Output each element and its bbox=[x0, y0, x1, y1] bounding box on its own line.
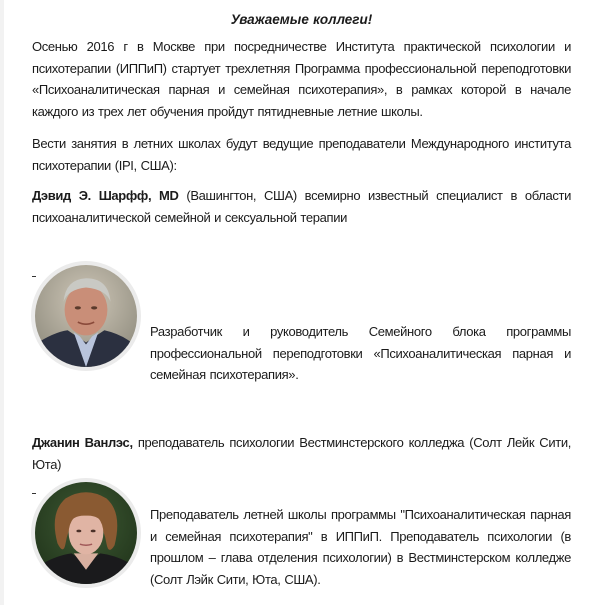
portrait-woman-icon bbox=[35, 482, 137, 584]
intro-paragraph: Осенью 2016 г в Москве при посредничестве Института практической психологии и психотерапии (ИППиП) стартует трехлетняя Программа профессиональной переподготовки «Психоаналитическая парная и семейная психотерапия», в рамках которой в начале каждого из трех лет обучения пройдут пятидневные летние школы. bbox=[32, 39, 571, 120]
teacher-1-name: Дэвид Э. Шарфф, MD bbox=[32, 188, 179, 203]
separator-dash bbox=[32, 276, 36, 277]
portrait-man-icon bbox=[35, 265, 137, 367]
teacher-2-bio: Преподаватель летней школы программы "Психоаналитическая парная и семейная психотерапия" в ИППиП. Преподаватель психологии (в прошлом – глава отделения психологии) в Вестминстерском колледже (Солт Лэйк Сити, Юта, США). bbox=[150, 507, 571, 588]
page-title: Уважаемые коллеги! bbox=[230, 12, 373, 27]
teacher-1-bio: Разработчик и руководитель Семейного блока программы профессиональной переподготовки «Психоаналитическая парная и семейная психотерапия». bbox=[150, 324, 571, 383]
teacher-1-photo bbox=[31, 261, 141, 371]
teacher-2-bio-block bbox=[150, 504, 571, 591]
page-left-border bbox=[0, 0, 4, 605]
teacher-2-description bbox=[32, 432, 571, 475]
separator-dash bbox=[32, 493, 36, 494]
teacher-2-photo bbox=[31, 478, 141, 588]
teacher-1-bio-block bbox=[150, 321, 571, 386]
teacher-1-description bbox=[32, 185, 571, 228]
teacher-1-details: (Вашингтон, США) всемирно известный специалист в области психоаналитической семейной и сексуальной терапии bbox=[32, 188, 571, 225]
teacher-2-name: Джанин Ванлэс, bbox=[32, 435, 133, 450]
teacher-2-details: преподаватель психологии Вестминстерского колледжа (Солт Лейк Сити, Юта) bbox=[32, 435, 572, 472]
teachers-intro-paragraph: Вести занятия в летних школах будут ведущие преподаватели Международного института психотерапии (IPI, США): bbox=[32, 136, 571, 173]
